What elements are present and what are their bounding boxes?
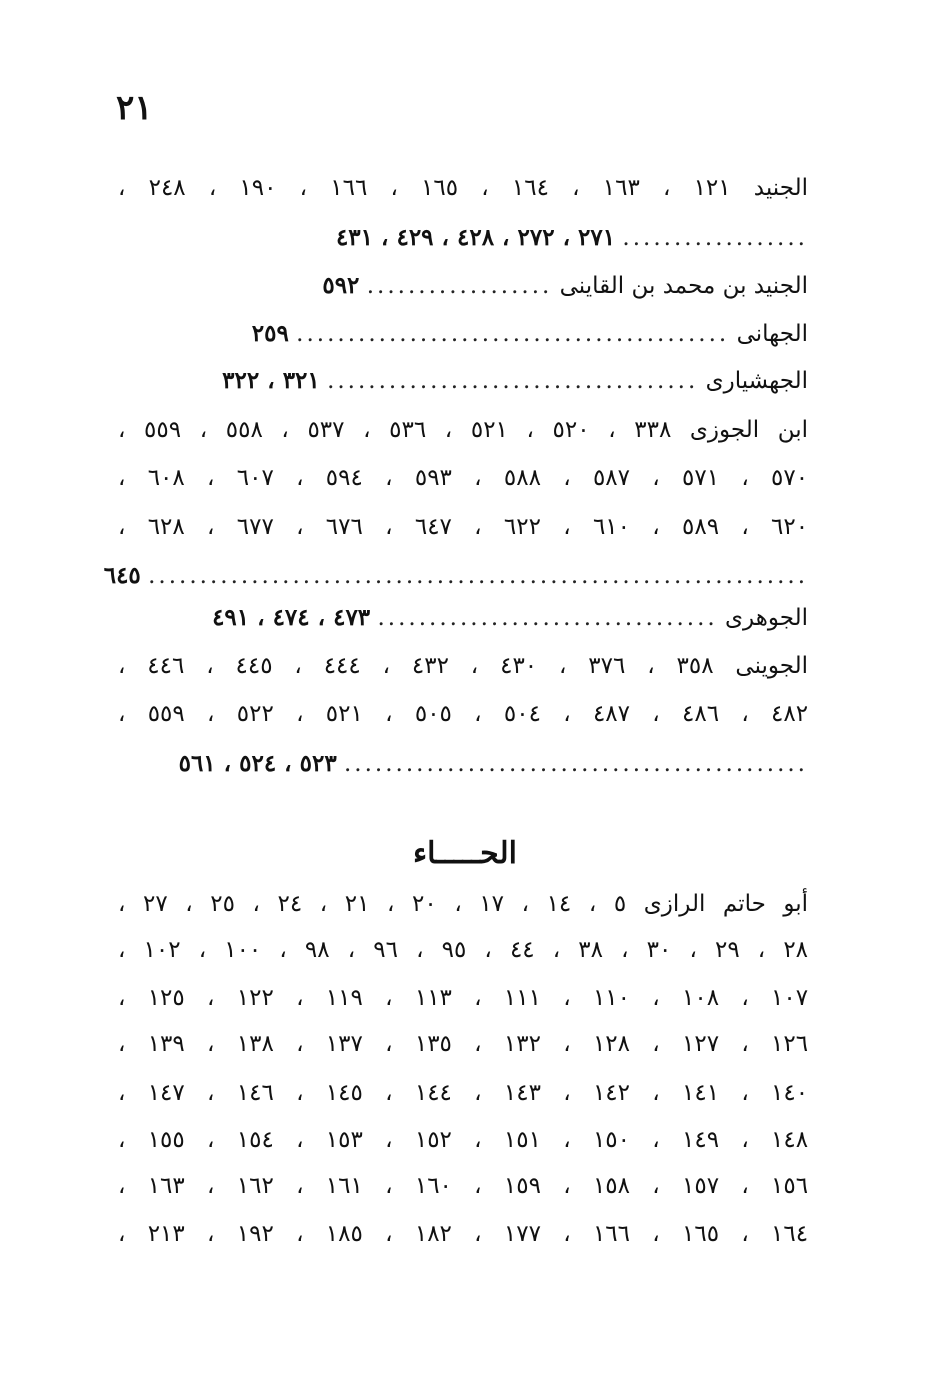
index-line xyxy=(118,598,808,638)
page-number: ٢١ xyxy=(116,88,153,128)
index-line xyxy=(118,1166,808,1206)
index-line xyxy=(118,1073,808,1113)
entry-text: ١٤٠ ، ١٤١ ، ١٤٢ ، ١٤٣ ، ١٤٤ ، ١٤٥ ، ١٤٦ ، ١٤٧ ، xyxy=(118,1080,809,1106)
entry-text: ٢٨ ، ٢٩ ، ٣٠ ، ٣٨ ، ٤٤ ، ٩٥ ، ٩٦ ، ٩٨ ، ١٠٠ ، ١٠٢ ، xyxy=(118,937,809,963)
index-line xyxy=(118,507,808,547)
index-line xyxy=(118,218,808,258)
page-refs: ٥٩٢ xyxy=(322,272,360,299)
entry-text: ٤٨٢ ، ٤٨٦ ، ٤٨٧ ، ٥٠٤ ، ٥٠٥ ، ٥٢١ ، ٥٢٢ ، ٥٥٩ ، xyxy=(118,701,809,727)
dot-leader: ................................. xyxy=(377,605,718,631)
entry-text: ١٤٨ ، ١٤٩ ، ١٥٠ ، ١٥١ ، ١٥٢ ، ١٥٣ ، ١٥٤ ، ١٥٥ ، xyxy=(118,1127,809,1153)
index-line xyxy=(118,646,808,686)
entry-name: الجوهرى xyxy=(725,605,808,631)
entry-text: الجنيد ١٢١ ، ١٦٣ ، ١٦٤ ، ١٦٥ ، ١٦٦ ، ١٩٠ ، ٢٤٨ ، xyxy=(118,175,808,201)
index-line xyxy=(118,1120,808,1160)
entry-text: ابن الجوزى ٣٣٨ ، ٥٢٠ ، ٥٢١ ، ٥٣٦ ، ٥٣٧ ، ٥٥٨ ، ٥٥٩ ، xyxy=(118,417,809,443)
entry-name: الجهشيارى xyxy=(705,368,808,394)
index-line xyxy=(118,458,808,498)
entry-text: ١٥٦ ، ١٥٧ ، ١٥٨ ، ١٥٩ ، ١٦٠ ، ١٦١ ، ١٦٢ ، ١٦٣ ، xyxy=(118,1173,809,1199)
entry-text: ١٠٧ ، ١٠٨ ، ١١٠ ، ١١١ ، ١١٣ ، ١١٩ ، ١٢٢ ، ١٢٥ ، xyxy=(118,985,809,1011)
page-refs: ٤٧٣ ، ٤٧٤ ، ٤٩١ xyxy=(212,604,371,631)
index-line xyxy=(118,1214,808,1254)
page-refs: ٢٥٩ xyxy=(251,320,289,347)
section-heading: الحـــــاء xyxy=(412,836,518,871)
index-line xyxy=(103,556,808,596)
entry-text: ١٢٦ ، ١٢٧ ، ١٢٨ ، ١٣٢ ، ١٣٥ ، ١٣٧ ، ١٣٨ ، ١٣٩ ، xyxy=(118,1031,809,1057)
dot-leader: ................................................................ xyxy=(148,563,808,589)
entry-name: الجهانى xyxy=(736,321,808,347)
index-line xyxy=(118,694,808,734)
index-line xyxy=(118,314,808,354)
page-refs: ٢٧١ ، ٢٧٢ ، ٤٢٨ ، ٤٢٩ ، ٤٣١ xyxy=(335,224,616,251)
index-line xyxy=(118,1024,808,1064)
entry-text: ٥٧٠ ، ٥٧١ ، ٥٨٧ ، ٥٨٨ ، ٥٩٣ ، ٥٩٤ ، ٦٠٧ ، ٦٠٨ ، xyxy=(118,465,809,491)
index-line xyxy=(118,884,808,924)
index-line xyxy=(118,168,808,208)
index-line xyxy=(118,978,808,1018)
entry-text: الجوينى ٣٥٨ ، ٣٧٦ ، ٤٣٠ ، ٤٣٢ ، ٤٤٤ ، ٤٤٥ ، ٤٤٦ ، xyxy=(118,653,809,679)
page-refs: ٣٢١ ، ٣٢٢ xyxy=(222,367,320,394)
page-refs: ٥٢٣ ، ٥٢٤ ، ٥٦١ xyxy=(178,750,337,777)
index-line xyxy=(118,266,808,306)
dot-leader: ............................................. xyxy=(344,751,808,777)
index-line xyxy=(118,930,808,970)
entry-name: الجنيد بن محمد بن القاينى xyxy=(559,273,808,299)
entry-text: ١٦٤ ، ١٦٥ ، ١٦٦ ، ١٧٧ ، ١٨٢ ، ١٨٥ ، ١٩٢ ، ٢١٣ ، xyxy=(118,1221,809,1247)
dot-leader: .......................................... xyxy=(296,321,730,347)
entry-text: أبو حاتم الرازى ٥ ، ١٤ ، ١٧ ، ٢٠ ، ٢١ ، ٢٤ ، ٢٥ ، ٢٧ ، xyxy=(118,891,809,917)
index-line xyxy=(118,744,808,784)
entry-text: ٦٢٠ ، ٥٨٩ ، ٦١٠ ، ٦٢٢ ، ٦٤٧ ، ٦٧٦ ، ٦٧٧ ، ٦٢٨ ، xyxy=(118,514,809,540)
dot-leader: .................. xyxy=(366,273,553,299)
page-refs: ٦٤٥ xyxy=(103,562,141,589)
index-line xyxy=(118,410,808,450)
index-line xyxy=(118,361,808,401)
dot-leader: .................. xyxy=(622,225,808,251)
dot-leader: .................................... xyxy=(327,368,699,394)
